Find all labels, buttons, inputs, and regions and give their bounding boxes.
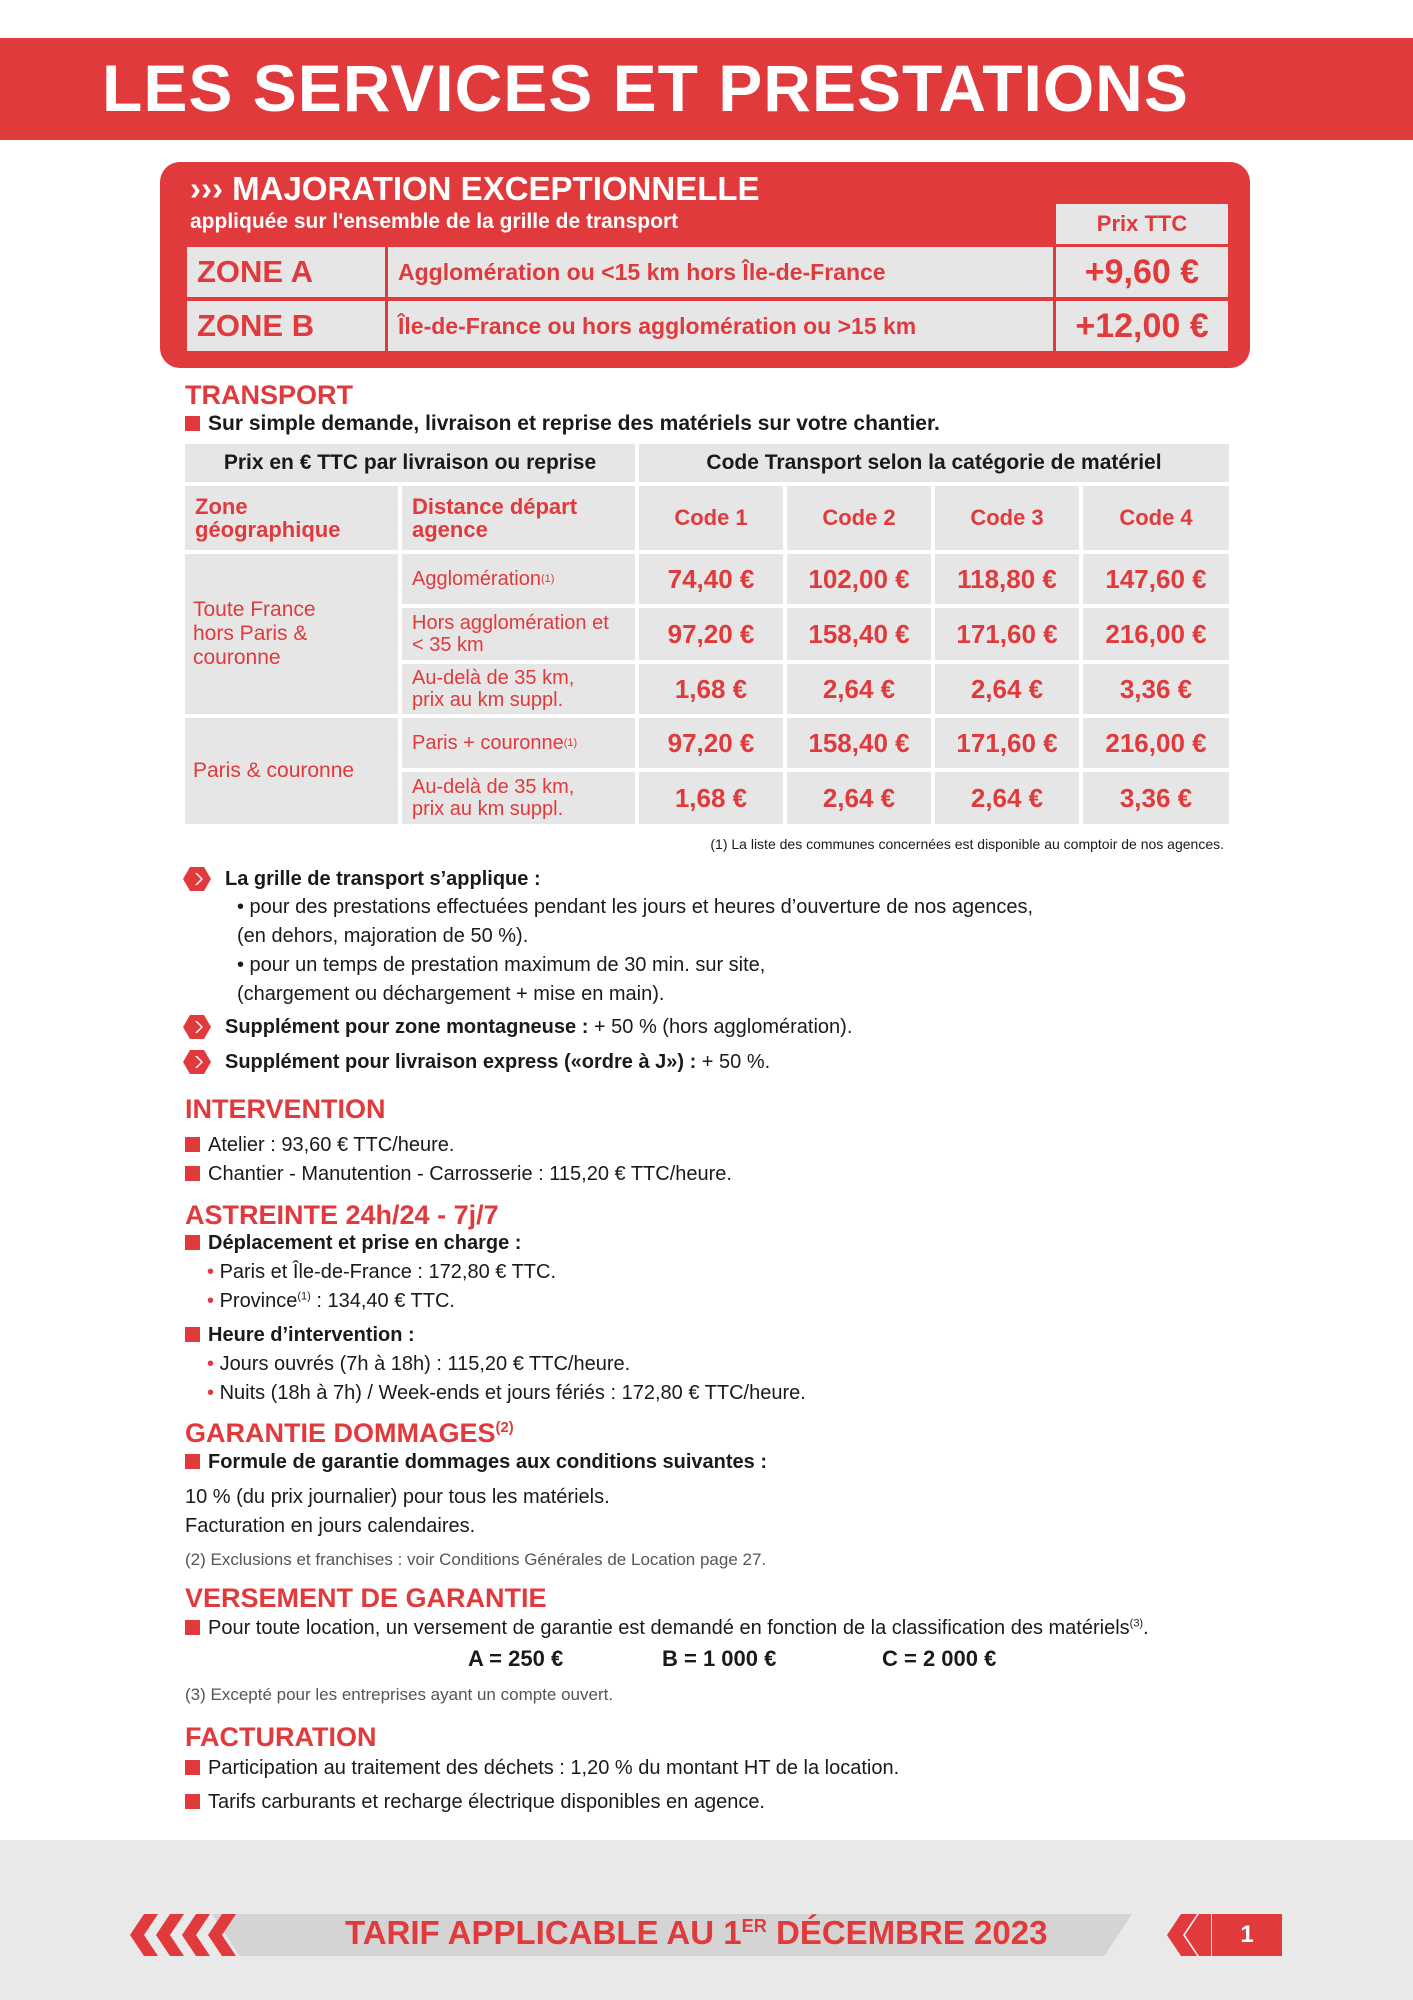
majoration-title: ››› MAJORATION EXCEPTIONNELLE <box>190 170 760 207</box>
grille-line: (chargement ou déchargement + mise en main). <box>237 983 665 1005</box>
versement-note: (3) Excepté pour les entreprises ayant un compte ouvert. <box>185 1685 614 1704</box>
transport-intro: Sur simple demande, livraison et reprise des matériels sur votre chantier. <box>185 412 940 436</box>
majoration-zone-b: ZONE B <box>187 301 385 351</box>
versement-value-a: A = 250 € <box>468 1646 564 1671</box>
table-distance-cell: Au-delà de 35 km, prix au km suppl. <box>402 664 635 714</box>
page-title: LES SERVICES ET PRESTATIONS <box>102 51 1189 125</box>
table-price-cell: 97,20 € <box>639 608 783 660</box>
table-price-cell: 2,64 € <box>935 664 1079 714</box>
facturation-title: FACTURATION <box>185 1722 377 1752</box>
table-header-distance: Distance départ agence <box>402 486 635 550</box>
table-price-cell: 3,36 € <box>1083 772 1229 824</box>
astreinte-jours: • Jours ouvrés (7h à 18h) : 115,20 € TTC/heure. <box>207 1353 631 1375</box>
garantie-line: Facturation en jours calendaires. <box>185 1515 476 1537</box>
table-distance-cell: Paris + couronne (1) <box>402 718 635 768</box>
chevron-left-icon <box>1165 1914 1211 1956</box>
hexagon-bullet-icon <box>182 865 212 893</box>
square-bullet-icon <box>185 1137 200 1152</box>
grille-line: • pour des prestations effectuées pendant les jours et heures d’ouverture de nos agences, <box>237 896 1034 918</box>
table-price-cell: 118,80 € <box>935 554 1079 604</box>
table-distance-cell: Agglomération (1) <box>402 554 635 604</box>
versement-value-c: C = 2 000 € <box>882 1646 997 1671</box>
table-price-cell: 2,64 € <box>935 772 1079 824</box>
transport-title: TRANSPORT <box>185 380 353 410</box>
facturation-line: Participation au traitement des déchets : 1,20 % du montant HT de la location. <box>185 1757 899 1780</box>
table-header-prix: Prix en € TTC par livraison ou reprise <box>185 444 635 482</box>
astreinte-nuits: • Nuits (18h à 7h) / Week-ends et jours fériés : 172,80 € TTC/heure. <box>207 1382 806 1404</box>
square-bullet-icon <box>185 1166 200 1181</box>
table-price-cell: 97,20 € <box>639 718 783 768</box>
table-zone-france: Toute France hors Paris & couronne <box>185 554 398 714</box>
table-zone-paris: Paris & couronne <box>185 718 398 824</box>
garantie-note: (2) Exclusions et franchises : voir Conditions Générales de Location page 27. <box>185 1550 767 1569</box>
square-bullet-icon <box>185 1327 200 1342</box>
facturation-line: Tarifs carburants et recharge électrique disponibles en agence. <box>185 1791 765 1814</box>
garantie-title: GARANTIE DOMMAGES$^{(2)}$ <box>185 1418 514 1448</box>
table-price-cell: 1,68 € <box>639 772 783 824</box>
table-price-cell: 147,60 € <box>1083 554 1229 604</box>
table-price-cell: 102,00 € <box>787 554 931 604</box>
majoration-desc-a: Agglomération ou <15 km hors Île-de-France <box>388 247 1053 297</box>
square-bullet-icon <box>185 1620 200 1635</box>
table-price-cell: 2,64 € <box>787 664 931 714</box>
astreinte-paris: • Paris et Île-de-France : 172,80 € TTC. <box>207 1261 557 1283</box>
square-bullet-icon <box>185 416 200 431</box>
majoration-price-a: +9,60 € <box>1056 247 1228 297</box>
table-header-code-1: Code 1 <box>639 486 783 550</box>
square-bullet-icon <box>185 1454 200 1469</box>
footer-tarif-text: TARIF APPLICABLE AU 1ER DÉCEMBRE 2023 <box>345 1914 1048 1951</box>
astreinte-title: ASTREINTE 24h/24 - 7j/7 <box>185 1200 499 1230</box>
table-distance-cell: Hors agglomération et < 35 km <box>402 608 635 660</box>
grille-line: (en dehors, majoration de 50 %). <box>237 925 529 947</box>
table-price-cell: 2,64 € <box>787 772 931 824</box>
table-price-cell: 158,40 € <box>787 608 931 660</box>
table-header-code-3: Code 3 <box>935 486 1079 550</box>
page-number: 1 <box>1212 1914 1282 1956</box>
versement-title: VERSEMENT DE GARANTIE <box>185 1583 547 1613</box>
table-distance-cell: Au-delà de 35 km, prix au km suppl. <box>402 772 635 824</box>
square-bullet-icon <box>185 1760 200 1775</box>
chevrons-left-icon <box>128 1914 258 1956</box>
versement-value-b: B = 1 000 € <box>662 1646 777 1671</box>
supplement-montagne: Supplément pour zone montagneuse : + 50 % (hors agglomération). <box>225 1016 853 1038</box>
intervention-line: Atelier : 93,60 € TTC/heure. <box>185 1134 454 1157</box>
supplement-express: Supplément pour livraison express («ordre à J») : + 50 %. <box>225 1051 771 1073</box>
intervention-line: Chantier - Manutention - Carrosserie : 115,20 € TTC/heure. <box>185 1163 732 1186</box>
hexagon-bullet-icon <box>182 1048 212 1076</box>
table-header-codes: Code Transport selon la catégorie de matériel <box>639 444 1229 482</box>
intervention-title: INTERVENTION <box>185 1094 386 1124</box>
majoration-price-b: +12,00 € <box>1056 301 1228 351</box>
table-price-cell: 216,00 € <box>1083 718 1229 768</box>
majoration-zone-a: ZONE A <box>187 247 385 297</box>
versement-text: Pour toute location, un versement de garantie est demandé en fonction de la classification des matériels$^{(3)}$. <box>185 1617 1149 1640</box>
table-price-cell: 3,36 € <box>1083 664 1229 714</box>
table-price-cell: 74,40 € <box>639 554 783 604</box>
table-footnote: (1) La liste des communes concernées est disponible au comptoir de nos agences. <box>710 836 1224 852</box>
table-price-cell: 171,60 € <box>935 608 1079 660</box>
garantie-formule: Formule de garantie dommages aux conditions suivantes : <box>185 1451 767 1474</box>
table-price-cell: 158,40 € <box>787 718 931 768</box>
astreinte-heure: Heure d’intervention : <box>185 1324 415 1347</box>
hexagon-bullet-icon <box>182 1013 212 1041</box>
table-price-cell: 171,60 € <box>935 718 1079 768</box>
table-price-cell: 216,00 € <box>1083 608 1229 660</box>
table-header-zone: Zone géographique <box>185 486 398 550</box>
astreinte-deplacement: Déplacement et prise en charge : <box>185 1232 521 1255</box>
astreinte-province: • Province$^{(1)}$ : 134,40 € TTC. <box>207 1290 455 1312</box>
table-header-code-2: Code 2 <box>787 486 931 550</box>
square-bullet-icon <box>185 1235 200 1250</box>
table-header-code-4: Code 4 <box>1083 486 1229 550</box>
majoration-price-header: Prix TTC <box>1056 204 1228 244</box>
majoration-subtitle: appliquée sur l'ensemble de la grille de transport <box>190 210 679 233</box>
grille-line: • pour un temps de prestation maximum de 30 min. sur site, <box>237 954 766 976</box>
grille-heading: La grille de transport s’applique : <box>225 868 541 890</box>
square-bullet-icon <box>185 1794 200 1809</box>
majoration-desc-b: Île-de-France ou hors agglomération ou >15 km <box>388 301 1053 351</box>
table-price-cell: 1,68 € <box>639 664 783 714</box>
garantie-line: 10 % (du prix journalier) pour tous les matériels. <box>185 1486 610 1508</box>
